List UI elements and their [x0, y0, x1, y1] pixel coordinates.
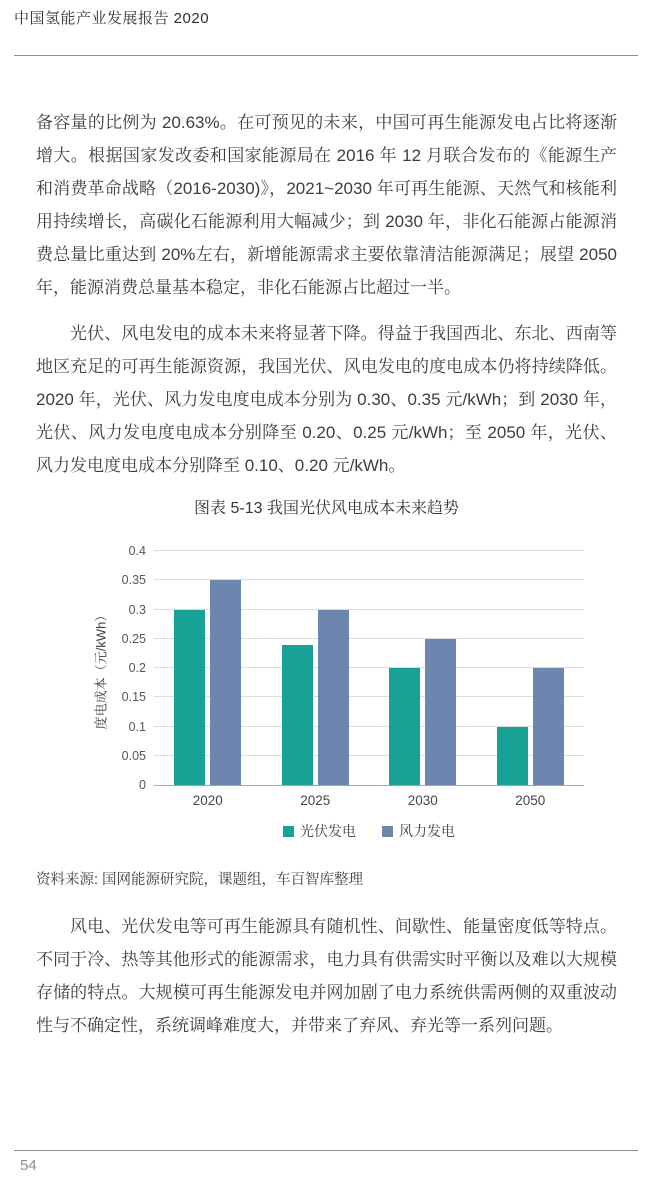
paragraph: 备容量的比例为 20.63%。在可预见的未来，中国可再生能源发电占比将逐渐增大。根据国家发改委和国家能源局在 2016 年 12 月联合发布的《能源生产和消费革命战略（2016-2030)》，2021~2030 年可再生能源、天然气和核能利用持续增长，高碳化石能源利用大幅减少；到 2030 年，非化石能源占能源消费总量比重达到 20%左右，新增能源需求主要依靠清洁能源满足；展望 2050 年，能源消费总量基本稳定，非化石能源占比超过一半。 [36, 113, 617, 297]
page-header [0, 0, 650, 56]
x-tick-label: 2030 [407, 793, 438, 808]
y-tick-label: 0 [139, 778, 146, 792]
bar-光伏发电-2030 [389, 668, 420, 785]
y-tick-label: 0.15 [121, 690, 146, 705]
y-tick-label: 0.25 [121, 631, 146, 646]
figure-title: 图表 5-13 我国光伏风电成本未来趋势 [194, 500, 459, 517]
y-tick-label: 0.3 [128, 602, 146, 617]
paragraph: 光伏、风电发电的成本未来将显著下降。得益于我国西北、东北、西南等地区充足的可再生能源资源，我国光伏、风电发电的度电成本仍将持续降低。2020 年，光伏、风力发电度电成本分别为 0.30、0.35 元/kWh；到 2030 年，光伏、风力发电度电成本分别降至 0.20、0.25 元/kWh；至 2050 年，光伏、风力发电度电成本分别降至 0.10、0.20 元/kWh。 [36, 324, 617, 475]
bar-风力发电-2030 [425, 639, 456, 785]
x-axis-labels [154, 793, 584, 808]
bar-风力发电-2025 [318, 610, 349, 786]
report-title: 中国氢能产业发展报告 2020 [14, 10, 210, 27]
y-tick-label: 0.35 [121, 573, 146, 588]
legend-swatch-icon [283, 826, 294, 837]
legend-label: 风力发电 [399, 823, 455, 839]
bar-风力发电-2020 [210, 580, 241, 785]
y-tick-label: 0.4 [128, 544, 146, 558]
bar-group-2050 [477, 668, 585, 785]
page-content [0, 56, 650, 1042]
bar-group-2025 [262, 610, 370, 786]
bar-光伏发电-2025 [282, 645, 313, 785]
y-tick-label: 0.05 [121, 748, 146, 763]
y-axis-title: 度电成本（元/kWh） [93, 608, 109, 730]
gridline [154, 550, 584, 551]
page-footer [0, 1150, 650, 1190]
y-tick-label: 0.2 [128, 661, 146, 675]
y-tick-label: 0.1 [128, 719, 146, 734]
x-tick-label: 2025 [300, 793, 331, 808]
chart-legend [154, 821, 584, 841]
bar-group-2030 [369, 639, 477, 785]
footer-divider [14, 1150, 638, 1151]
legend-item-光伏发电 [283, 821, 356, 841]
bar-风力发电-2050 [533, 668, 564, 785]
legend-item-风力发电 [382, 821, 455, 841]
bar-光伏发电-2020 [174, 610, 205, 786]
y-axis-title-box [90, 552, 110, 786]
figure-source: 资料来源: 国网能源研究院，课题组，车百智库整理 [36, 872, 364, 888]
chart-plot-area [121, 544, 584, 792]
bar-chart [90, 544, 617, 841]
legend-label: 光伏发电 [300, 823, 356, 839]
x-tick-label: 2050 [515, 793, 546, 808]
bar-光伏发电-2050 [497, 727, 528, 786]
bar-group-2020 [154, 580, 262, 785]
chart-plot-column [121, 544, 584, 841]
x-tick-label: 2020 [192, 793, 223, 808]
paragraph: 风电、光伏发电等可再生能源具有随机性、间歇性、能量密度低等特点。不同于冷、热等其他形式的能源需求，电力具有供需实时平衡以及难以大规模存储的特点。大规模可再生能源发电并网加剧了电力系统供需两侧的双重波动性与不确定性，系统调峰难度大，并带来了弃风、弃光等一系列问题。 [36, 917, 617, 1035]
legend-swatch-icon [382, 826, 393, 837]
page-number: 54 [20, 1157, 37, 1174]
